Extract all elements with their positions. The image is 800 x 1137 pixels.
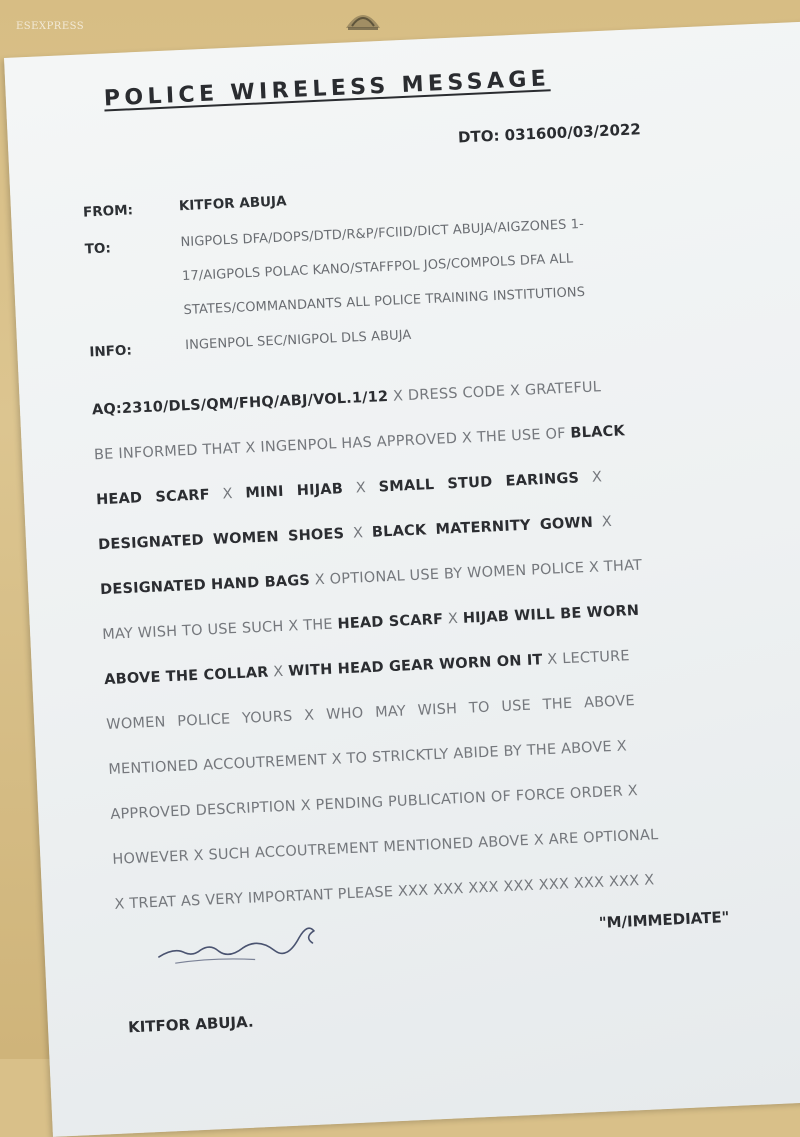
body-line-4: DESIGNATED WOMEN SHOES X BLACK MATERNITY GOWN X [97, 513, 613, 554]
body-line-1: AQ:2310/DLS/QM/FHQ/ABJ/VOL.1/12 X DRESS CODE X GRATEFUL [91, 379, 602, 419]
to-line: 17/AIGPOLS POLAC KANO/STAFFPOL JOS/COMPOLS DFA ALL [181, 251, 574, 285]
body-line-9: MENTIONED ACCOUTREMENT X TO STRICKTLY ABIDE BY THE ABOVE X [108, 738, 628, 778]
message-sheet [4, 19, 800, 1136]
signature [153, 904, 326, 982]
body-line-10: APPROVED DESCRIPTION X PENDING PUBLICATION OF FORCE ORDER X [110, 783, 639, 823]
from-value: KITFOR ABUJA [178, 193, 287, 215]
document-title: POLICE WIRELESS MESSAGE [103, 66, 551, 112]
message-reference: AQ:2310/DLS/QM/FHQ/ABJ/VOL.1/12 [91, 388, 389, 419]
body-line-8: WOMEN POLICE YOURS X WHO MAY WISH TO USE THE ABOVE [106, 693, 636, 734]
body-line-6: MAY WISH TO USE SUCH X THE HEAD SCARF X HIJAB WILL BE WORN [101, 602, 640, 644]
watermark: ESEXPRESS [16, 21, 85, 32]
body-line-5: DESIGNATED HAND BAGS X OPTIONAL USE BY WOMEN POLICE X THAT [99, 557, 643, 599]
info-value: INGENPOL SEC/NIGPOL DLS ABUJA [184, 327, 412, 354]
from-label: FROM: [82, 202, 134, 221]
body-line-12: X TREAT AS VERY IMPORTANT PLEASE XXX XXX XXX XXX XXX XXX XXX X [114, 872, 655, 913]
body-line-3: HEAD SCARF X MINI HIJAB X SMALL STUD EARINGS X [95, 469, 603, 509]
priority-marker: "M/IMMEDIATE" [598, 907, 730, 932]
police-crest-icon [338, 0, 388, 32]
body-line-2: BE INFORMED THAT X INGENPOL HAS APPROVED X THE USE OF BLACK [93, 423, 626, 464]
info-label: INFO: [89, 342, 133, 361]
body-line-7: ABOVE THE COLLAR X WITH HEAD GEAR WORN ON IT X LECTURE [103, 648, 631, 689]
to-line: STATES/COMMANDANTS ALL POLICE TRAINING INSTITUTIONS [183, 284, 586, 319]
to-label: TO: [84, 240, 112, 258]
to-line: NIGPOLS DFA/DOPS/DTD/R&P/FCIID/DICT ABUJA/AIGZONES 1- [180, 216, 585, 251]
dto-reference: DTO: 031600/03/2022 [457, 120, 642, 147]
body-line-11: HOWEVER X SUCH ACCOUTREMENT MENTIONED ABOVE X ARE OPTIONAL [112, 827, 659, 868]
sign-off: KITFOR ABUJA. [127, 1012, 254, 1037]
